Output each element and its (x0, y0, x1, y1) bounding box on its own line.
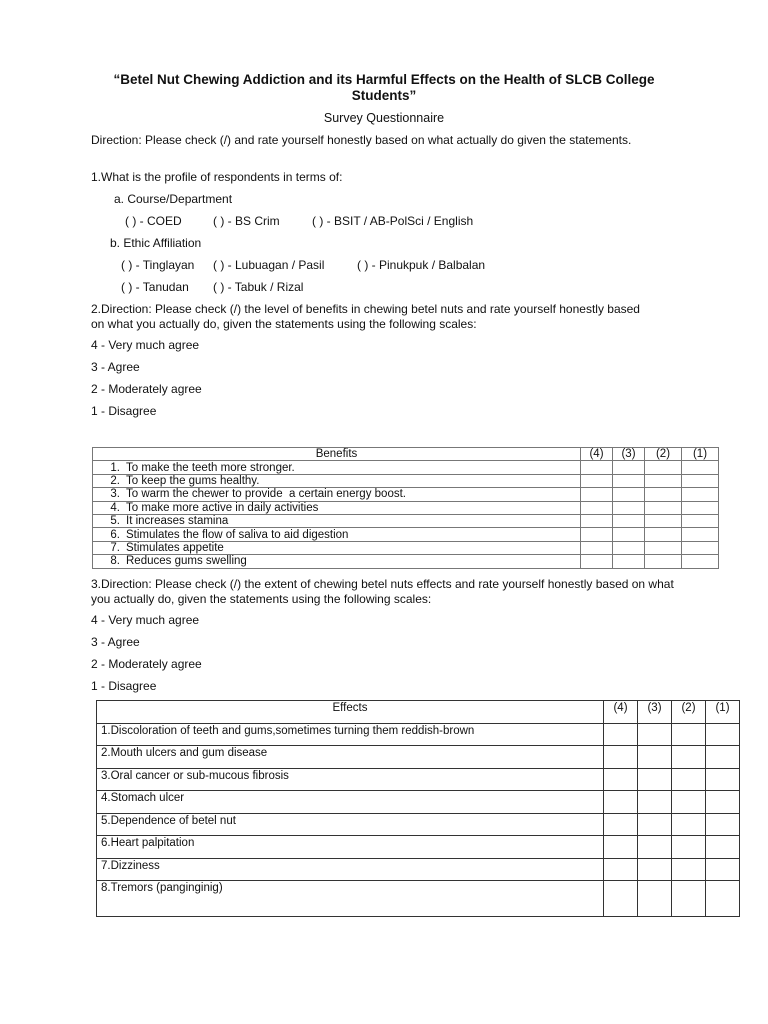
rating-cell[interactable] (672, 881, 706, 917)
option-tinglayan[interactable]: ( ) - Tinglayan (121, 258, 195, 272)
option-bs-crim[interactable]: ( ) - BS Crim (213, 214, 280, 228)
rating-cell[interactable] (581, 555, 613, 568)
rating-cell[interactable] (604, 768, 638, 791)
row-number: 2. (110, 474, 120, 487)
rating-cell[interactable] (682, 528, 719, 541)
rating-cell[interactable] (613, 528, 645, 541)
rating-cell[interactable] (645, 555, 682, 568)
rating-cell[interactable] (672, 791, 706, 814)
question-1: 1.What is the profile of respondents in terms of: (91, 170, 343, 184)
rating-cell[interactable] (638, 881, 672, 917)
rating-cell[interactable] (706, 858, 740, 881)
rating-cell[interactable] (706, 791, 740, 814)
scale-2: 2 - Moderately agree (91, 382, 202, 396)
rating-cell[interactable] (672, 768, 706, 791)
benefit-item: Stimulates appetite (126, 541, 224, 554)
effects-header: Effects (97, 701, 604, 724)
rating-cell[interactable] (706, 768, 740, 791)
rating-cell[interactable] (638, 746, 672, 769)
rating-cell[interactable] (682, 488, 719, 501)
scale-4: 4 - Very much agree (91, 338, 200, 352)
rating-cell[interactable] (672, 746, 706, 769)
col-1: (1) (682, 448, 719, 461)
option-pinukpuk[interactable]: ( ) - Pinukpuk / Balbalan (357, 258, 486, 272)
table-row (93, 474, 719, 487)
rating-cell[interactable] (672, 723, 706, 746)
effect-item: 3.Oral cancer or sub-mucous fibrosis (97, 768, 604, 791)
benefit-item: To make more active in daily activities (126, 501, 319, 514)
table-header-row (97, 701, 740, 724)
row-number: 6. (110, 528, 120, 541)
rating-cell[interactable] (581, 541, 613, 554)
effect-item: 5.Dependence of betel nut (97, 813, 604, 836)
rating-cell[interactable] (604, 723, 638, 746)
col-1: (1) (706, 701, 740, 724)
rating-cell[interactable] (645, 528, 682, 541)
effects-table (96, 700, 740, 917)
rating-cell[interactable] (682, 541, 719, 554)
col-4: (4) (604, 701, 638, 724)
row-number: 1. (110, 461, 120, 474)
col-2: (2) (672, 701, 706, 724)
rating-cell[interactable] (682, 474, 719, 487)
table-row (97, 723, 740, 746)
benefit-item: To make the teeth more stronger. (126, 461, 295, 474)
rating-cell[interactable] (613, 555, 645, 568)
rating-cell[interactable] (604, 791, 638, 814)
rating-cell[interactable] (645, 501, 682, 514)
effect-item: 1.Discoloration of teeth and gums,sometimes turning them reddish-brown (97, 723, 604, 746)
rating-cell[interactable] (638, 723, 672, 746)
table-row (97, 836, 740, 859)
rating-cell[interactable] (706, 813, 740, 836)
col-3: (3) (638, 701, 672, 724)
scale-1-b: 1 - Disagree (91, 679, 157, 693)
table-row (97, 768, 740, 791)
option-coed[interactable]: ( ) - COED (125, 214, 182, 228)
row-number: 4. (110, 501, 120, 514)
table-row (93, 461, 719, 474)
scale-2-b: 2 - Moderately agree (91, 657, 202, 671)
direction-2: 2.Direction: Please check (/) the level of benefits in chewing betel nuts and rate yourself honestly based on what you actually do, given the statements using the following scales: (91, 302, 640, 331)
rating-cell[interactable] (604, 858, 638, 881)
rating-cell[interactable] (604, 881, 638, 917)
table-row (97, 791, 740, 814)
rating-cell[interactable] (613, 461, 645, 474)
row-number: 7. (110, 541, 120, 554)
rating-cell[interactable] (682, 461, 719, 474)
scale-4-b: 4 - Very much agree (91, 613, 200, 627)
rating-cell[interactable] (613, 501, 645, 514)
rating-cell[interactable] (613, 488, 645, 501)
table-row (93, 555, 719, 568)
rating-cell[interactable] (706, 836, 740, 859)
rating-cell[interactable] (645, 461, 682, 474)
rating-cell[interactable] (638, 768, 672, 791)
benefit-item: It increases stamina (126, 515, 229, 528)
benefits-header: Benefits (93, 448, 581, 461)
rating-cell[interactable] (581, 488, 613, 501)
option-tanudan[interactable]: ( ) - Tanudan (121, 280, 189, 294)
benefit-item: Stimulates the flow of saliva to aid digestion (126, 528, 349, 541)
direction-1: Direction: Please check (/) and rate yourself honestly based on what actually do given the statements. (91, 133, 632, 147)
rating-cell[interactable] (581, 461, 613, 474)
rating-cell[interactable] (645, 514, 682, 527)
question-1b: b. Ethic Affiliation (110, 236, 202, 250)
table-row (97, 858, 740, 881)
table-row (93, 528, 719, 541)
rating-cell[interactable] (613, 474, 645, 487)
rating-cell[interactable] (613, 514, 645, 527)
effect-item: 2.Mouth ulcers and gum disease (97, 746, 604, 769)
page-subtitle: Survey Questionnaire (323, 111, 445, 125)
col-2: (2) (645, 448, 682, 461)
rating-cell[interactable] (581, 474, 613, 487)
rating-cell[interactable] (613, 541, 645, 554)
rating-cell[interactable] (638, 836, 672, 859)
col-3: (3) (613, 448, 645, 461)
rating-cell[interactable] (604, 813, 638, 836)
effect-item: 6.Heart palpitation (97, 836, 604, 859)
rating-cell[interactable] (604, 746, 638, 769)
rating-cell[interactable] (672, 858, 706, 881)
benefit-item: To warm the chewer to provide a certain energy boost. (126, 488, 406, 501)
effect-item: 8.Tremors (panginginig) (97, 881, 604, 917)
table-row (93, 514, 719, 527)
row-number: 5. (110, 515, 120, 528)
benefit-item: To keep the gums healthy. (126, 474, 260, 487)
rating-cell[interactable] (672, 813, 706, 836)
rating-cell[interactable] (706, 881, 740, 917)
rating-cell[interactable] (645, 488, 682, 501)
direction-3: 3.Direction: Please check (/) the extent of chewing betel nuts effects and rate yourself honestly based on what you actually do, given the statements using the following scales: (91, 577, 674, 606)
option-lubuagan[interactable]: ( ) - Lubuagan / Pasil (213, 258, 325, 272)
page-title: “Betel Nut Chewing Addiction and its Harmful Effects on the Health of SLCB College Students” (113, 72, 655, 103)
rating-cell[interactable] (604, 836, 638, 859)
table-row (93, 541, 719, 554)
row-number: 8. (110, 555, 120, 568)
scale-3-b: 3 - Agree (91, 635, 140, 649)
benefits-table (92, 447, 719, 569)
rating-cell[interactable] (682, 501, 719, 514)
rating-cell[interactable] (638, 858, 672, 881)
rating-cell[interactable] (581, 501, 613, 514)
rating-cell[interactable] (672, 836, 706, 859)
table-header-row (93, 448, 719, 461)
rating-cell[interactable] (638, 813, 672, 836)
col-4: (4) (581, 448, 613, 461)
row-number: 3. (110, 488, 120, 501)
table-row (97, 813, 740, 836)
table-row (93, 501, 719, 514)
rating-cell[interactable] (638, 791, 672, 814)
table-row (97, 881, 740, 917)
option-tabuk[interactable]: ( ) - Tabuk / Rizal (213, 280, 304, 294)
scale-1: 1 - Disagree (91, 404, 157, 418)
rating-cell[interactable] (706, 723, 740, 746)
effect-item: 4.Stomach ulcer (97, 791, 604, 814)
benefit-item: Reduces gums swelling (126, 555, 247, 568)
rating-cell[interactable] (645, 474, 682, 487)
effect-item: 7.Dizziness (97, 858, 604, 881)
table-row (93, 488, 719, 501)
rating-cell[interactable] (682, 514, 719, 527)
table-row (97, 746, 740, 769)
option-bsit[interactable]: ( ) - BSIT / AB-PolSci / English (312, 214, 474, 228)
scale-3: 3 - Agree (91, 360, 140, 374)
rating-cell[interactable] (682, 555, 719, 568)
rating-cell[interactable] (581, 528, 613, 541)
rating-cell[interactable] (581, 514, 613, 527)
rating-cell[interactable] (706, 746, 740, 769)
rating-cell[interactable] (645, 541, 682, 554)
question-1a: a. Course/Department (114, 192, 233, 206)
